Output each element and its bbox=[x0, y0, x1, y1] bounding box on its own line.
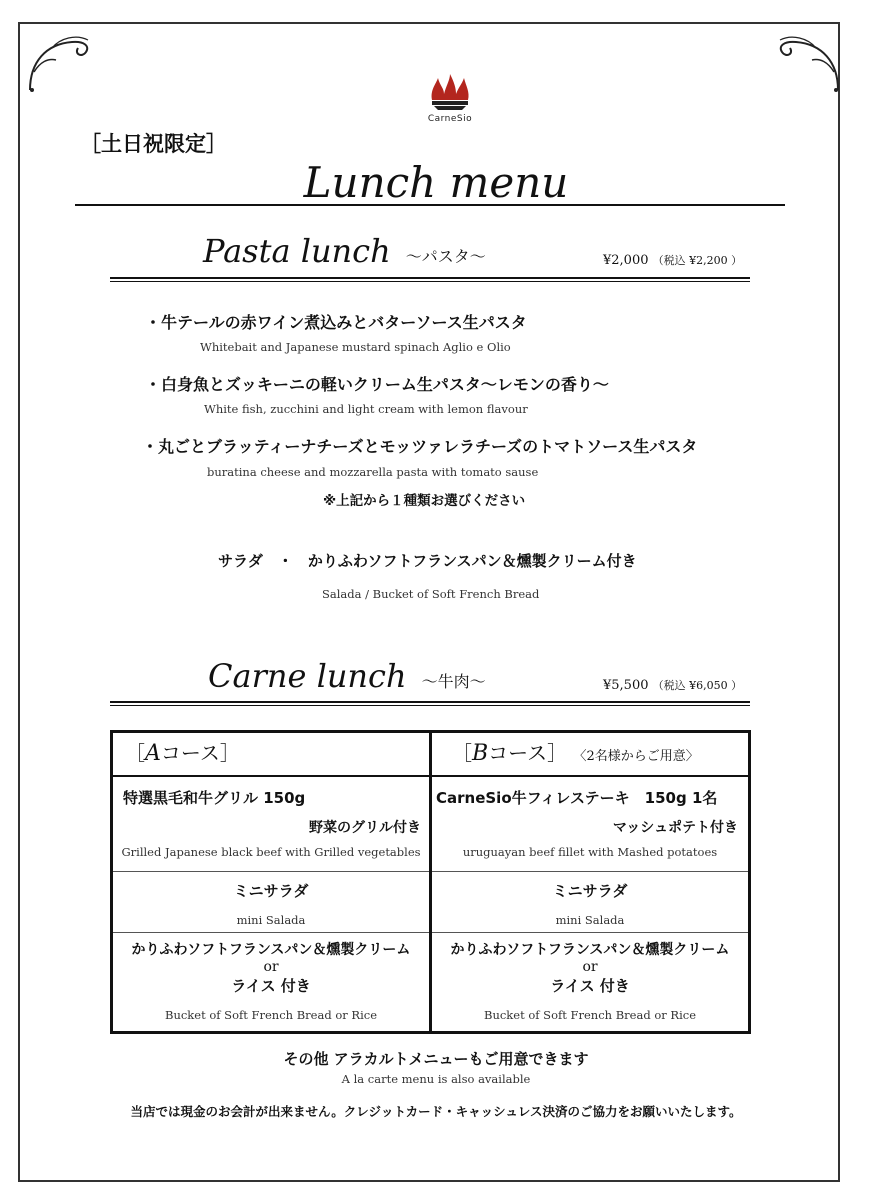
course-b-bracket: ［ bbox=[452, 741, 472, 765]
pasta-price-tax: （税込 ¥2,200 ） bbox=[652, 254, 743, 267]
logo-text: CarneSio bbox=[427, 114, 473, 124]
flame-icon bbox=[428, 74, 472, 112]
course-b-salad bbox=[431, 872, 750, 933]
left-corner-ornament bbox=[26, 32, 96, 94]
carne-price-tax: （税込 ¥6,050 ） bbox=[652, 679, 743, 692]
course-a-main bbox=[112, 776, 431, 872]
carne-price-value: ¥5,500 bbox=[603, 678, 649, 693]
choose-note: ※上記から１種類お選びください bbox=[323, 493, 526, 509]
carne-price bbox=[603, 677, 742, 693]
course-a-header bbox=[112, 732, 431, 777]
pasta-item-1-en: Whitebait and Japanese mustard spinach Aglio e Olio bbox=[200, 340, 511, 354]
course-b-note: 〈2名様からご用意〉 bbox=[573, 749, 699, 764]
weekend-holiday-tag: ［土日祝限定］ bbox=[80, 131, 227, 156]
alacarte-note: その他 アラカルトメニューもご用意できます bbox=[283, 1050, 589, 1068]
pasta-item-2-en: White fish, zucchini and light cream with lemon flavour bbox=[204, 402, 528, 416]
course-a-letter: A bbox=[145, 741, 161, 766]
course-b-header bbox=[431, 732, 750, 777]
payment-note: 当店では現金のお会計が出来ません。クレジットカード・キャッシュレス決済のご協力をお願いいたします。 bbox=[130, 1104, 742, 1119]
course-a-salad-jp: ミニサラダ bbox=[233, 882, 309, 900]
brand-logo bbox=[415, 74, 485, 124]
title-rule bbox=[75, 204, 785, 206]
course-b-bread-jp: かりふわソフトフランスパン＆燻製クリーム bbox=[450, 942, 730, 958]
page-title: Lunch menu bbox=[303, 158, 569, 207]
course-a-rice: ライス 付き bbox=[231, 977, 311, 995]
carne-rule bbox=[110, 701, 750, 706]
carne-title: Carne lunch bbox=[208, 657, 407, 695]
course-a-salad bbox=[112, 872, 431, 933]
course-a-label: コース］ bbox=[160, 741, 240, 765]
pasta-item-1: ・牛テールの赤ワイン煮込みとバターソース生パスタ bbox=[145, 313, 527, 332]
course-a-main-en: Grilled Japanese black beef with Grilled vegetables bbox=[121, 845, 421, 859]
pasta-side-en: Salada / Bucket of Soft French Bread bbox=[322, 587, 540, 601]
carne-subtitle: ～牛肉～ bbox=[421, 672, 486, 691]
right-corner-ornament bbox=[772, 32, 842, 94]
course-b-main-side: マッシュポテト付き bbox=[612, 820, 738, 836]
course-a-or: or bbox=[263, 959, 279, 975]
course-b-main bbox=[431, 776, 750, 872]
pasta-rule bbox=[110, 277, 750, 282]
course-a-salad-en: mini Salada bbox=[236, 913, 306, 927]
course-b-main-en: uruguayan beef fillet with Mashed potatoes bbox=[462, 845, 718, 859]
course-b-bread bbox=[431, 933, 750, 1033]
course-b-bread-en: Bucket of Soft French Bread or Rice bbox=[484, 1008, 696, 1022]
pasta-subtitle: ～パスタ～ bbox=[405, 247, 486, 266]
pasta-price-value: ¥2,000 bbox=[603, 253, 649, 268]
course-b-or: or bbox=[582, 959, 598, 975]
course-a-bread bbox=[112, 933, 431, 1033]
course-b-salad-jp: ミニサラダ bbox=[552, 882, 628, 900]
pasta-heading bbox=[203, 232, 486, 270]
course-b-rice: ライス 付き bbox=[550, 977, 630, 995]
course-a-main-dish: 特選黒毛和牛グリル 150g bbox=[123, 789, 306, 807]
course-a-main-side: 野菜のグリル付き bbox=[309, 820, 421, 836]
course-a-bread-jp: かりふわソフトフランスパン＆燻製クリーム bbox=[131, 942, 411, 958]
pasta-item-3: ・丸ごとブラッティーナチーズとモッツァレラチーズのトマトソース生パスタ bbox=[142, 437, 698, 456]
pasta-title: Pasta lunch bbox=[203, 232, 391, 270]
course-a-bracket: ［ bbox=[125, 741, 145, 765]
course-table bbox=[110, 730, 751, 1034]
pasta-item-2: ・白身魚とズッキーニの軽いクリーム生パスタ～レモンの香り～ bbox=[145, 375, 609, 394]
course-b-label: コース］ bbox=[488, 741, 568, 765]
course-b-letter: B bbox=[472, 741, 489, 766]
course-b-salad-en: mini Salada bbox=[555, 913, 625, 927]
pasta-side: サラダ ・ かりふわソフトフランスパン＆燻製クリーム付き bbox=[218, 552, 637, 570]
course-a-bread-en: Bucket of Soft French Bread or Rice bbox=[165, 1008, 377, 1022]
alacarte-note-en: A la carte menu is also available bbox=[341, 1072, 531, 1086]
carne-heading bbox=[208, 657, 486, 695]
pasta-item-3-en: buratina cheese and mozzarella pasta with tomato sause bbox=[207, 465, 539, 479]
course-b-main-dish: CarneSio牛フィレステーキ 150g 1名 bbox=[436, 789, 718, 807]
pasta-price bbox=[603, 252, 742, 268]
